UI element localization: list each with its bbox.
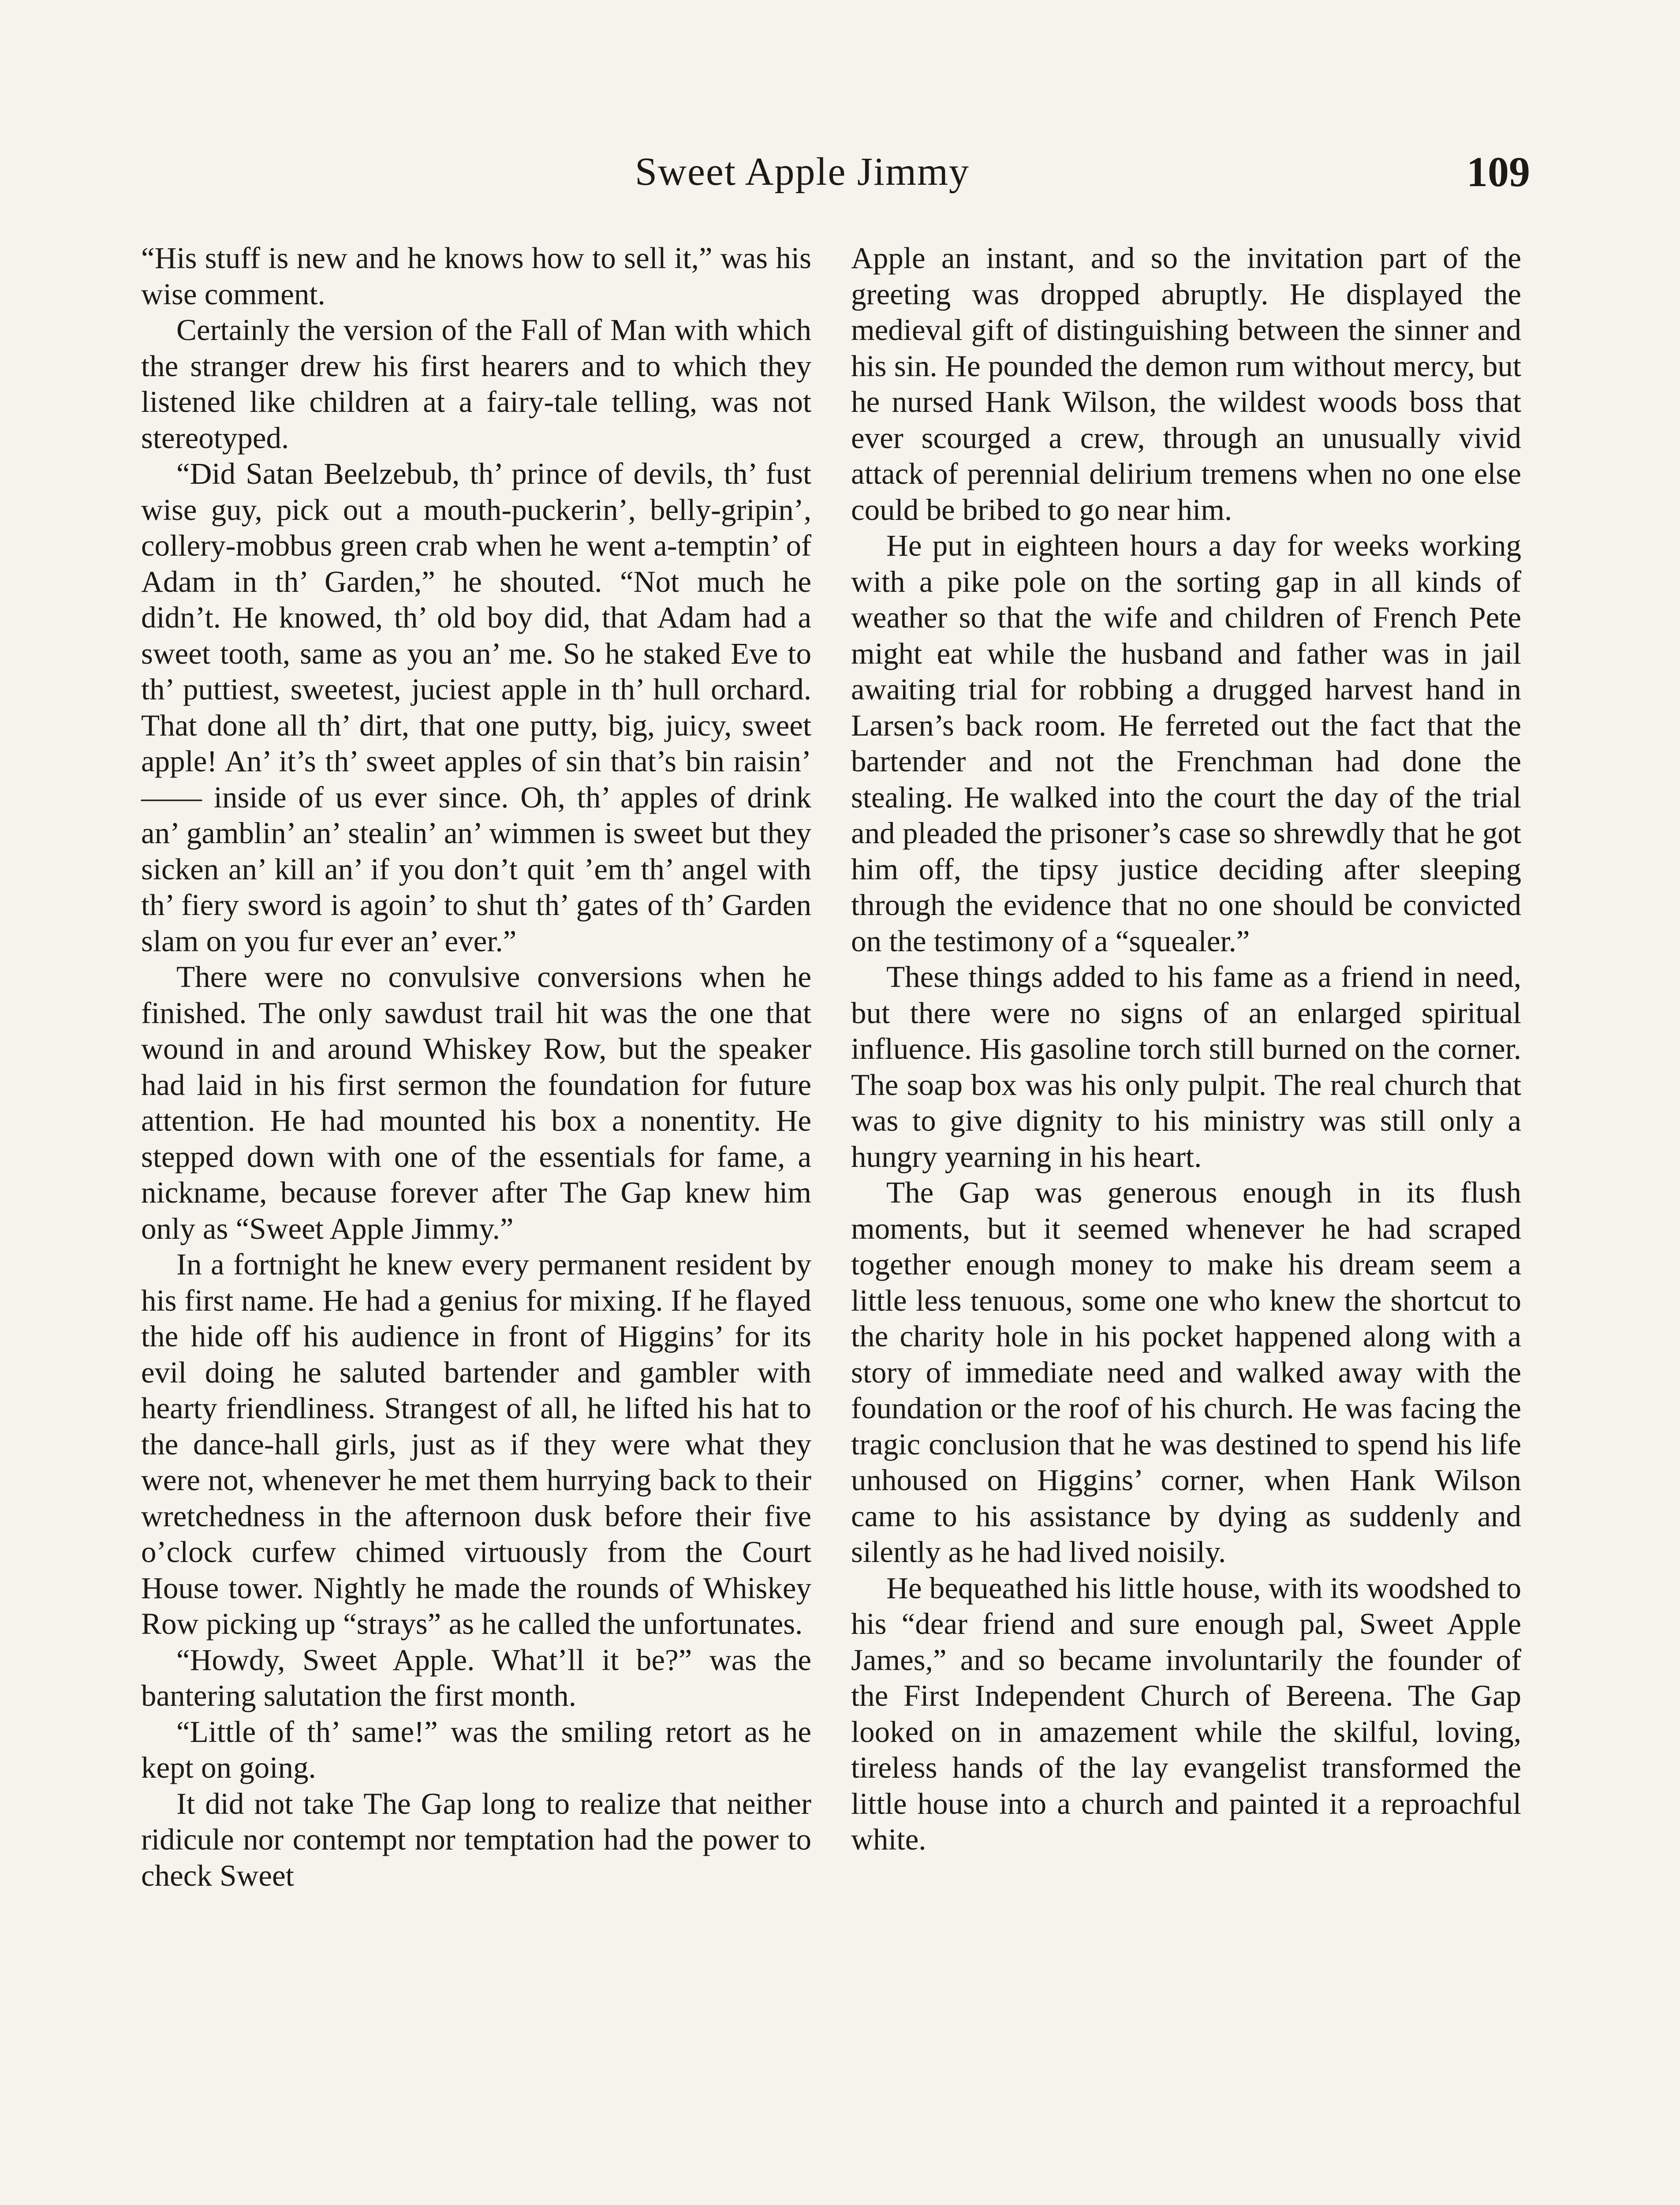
paragraph: “Little of th’ same!” was the smiling retort as he kept on going. <box>141 1715 811 1784</box>
paragraph: He bequeathed his little house, with its woodshed to his “dear friend and sure enough pal, Sweet Apple James,” and so became involuntarily the founder of the First Independent Church of Bereena. The Gap looked on in amazement while the skilful, loving, tireless hands of the lay evangelist transformed the little house into a church and painted it a reproachful white. <box>851 1571 1521 1856</box>
paragraph: The Gap was generous enough in its flush moments, but it seemed whenever he had scraped together enough money to make his dream seem a little less tenuous, some one who knew the shortcut to the charity hole in his pocket happened along with a story of immediate need and walked away with the foundation or the roof of his church. He was facing the tragic conclusion that he was destined to spend his life unhoused on Higgins’ corner, when Hank Wilson came to his assistance by dying as suddenly and silently as he had lived noisily. <box>851 1176 1521 1569</box>
paragraph: There were no convulsive conversions when he finished. The only sawdust trail hit was the one that wound in and around Whiskey Row, but the speaker had laid in his first sermon the foundation for future attention. He had mounted his box a nonentity. He stepped down with one of the essentials for fame, a nickname, because forever after The Gap knew him only as “Sweet Apple Jimmy.” <box>141 960 811 1245</box>
text-column-right <box>851 240 1521 1858</box>
paragraph: Certainly the version of the Fall of Man with which the stranger drew his first hearers and to which they listened like children at a fairy-tale telling, was not stereotyped. <box>141 313 811 455</box>
paragraph: In a fortnight he knew every permanent resident by his first name. He had a genius for mixing. If he flayed the hide off his audience in front of Higgins’ for its evil doing he saluted bartender and gambler with hearty friendliness. Strangest of all, he lifted his hat to the dance-hall girls, just as if they were what they were not, whenever he met them hurrying back to their wretchedness in the afternoon dusk before their five o’clock curfew chimed virtuously from the Court House tower. Nightly he made the rounds of Whiskey Row picking up “strays” as he called the unfortunates. <box>141 1248 811 1641</box>
page-header <box>0 146 1680 207</box>
paragraph: He put in eighteen hours a day for weeks working with a pike pole on the sorting gap in all kinds of weather so that the wife and children of French Pete might eat while the husband and father was in jail awaiting trial for robbing a drugged harvest hand in Larsen’s back room. He ferreted out the fact that the bartender and not the Frenchman had done the stealing. He walked into the court the day of the trial and pleaded the prisoner’s case so shrewdly that he got him off, the tipsy justice deciding after sleeping through the evidence that no one should be convicted on the testimony of a “squealer.” <box>851 529 1521 958</box>
text-column-left <box>141 240 811 1894</box>
paragraph: Apple an instant, and so the invitation part of the greeting was dropped abruptly. He displayed the medieval gift of distinguishing between the sinner and his sin. He pounded the demon rum without mercy, but he nursed Hank Wilson, the wildest woods boss that ever scourged a crew, through an unusually vivid attack of perennial delirium tremens when no one else could be bribed to go near him. <box>851 241 1521 527</box>
paragraph: It did not take The Gap long to realize that neither ridicule nor contempt nor temptation had the power to check Sweet <box>141 1786 811 1892</box>
paragraph: “Did Satan Beelzebub, th’ prince of devils, th’ fust wise guy, pick out a mouth-puckerin’, belly-gripin’, collery-mobbus green crab when he went a-temptin’ of Adam in th’ Garden,” he shouted. “Not much he didn’t. He knowed, th’ old boy did, that Adam had a sweet tooth, same as you an’ me. So he staked Eve to th’ puttiest, sweetest, juciest apple in th’ hull orchard. That done all th’ dirt, that one putty, big, juicy, sweet apple! An’ it’s th’ sweet apples of sin that’s bin raisin’ —— inside of us ever since. Oh, th’ apples of drink an’ gamblin’ an’ stealin’ an’ wimmen is sweet but they sicken an’ kill an’ if you don’t quit ’em th’ angel with th’ fiery sword is agoin’ to shut th’ gates of th’ Garden slam on you fur ever an’ ever.” <box>141 457 811 958</box>
paragraph: “His stuff is new and he knows how to sell it,” was his wise comment. <box>141 241 811 311</box>
paragraph: These things added to his fame as a friend in need, but there were no signs of an enlarged spiritual influence. His gasoline torch still burned on the corner. The soap box was his only pulpit. The real church that was to give dignity to his ministry was still only a hungry yearning in his heart. <box>851 960 1521 1174</box>
running-title: Sweet Apple Jimmy <box>635 150 970 194</box>
page-number: 109 <box>1467 148 1530 195</box>
paragraph: “Howdy, Sweet Apple. What’ll it be?” was the bantering salutation the first month. <box>141 1643 811 1712</box>
